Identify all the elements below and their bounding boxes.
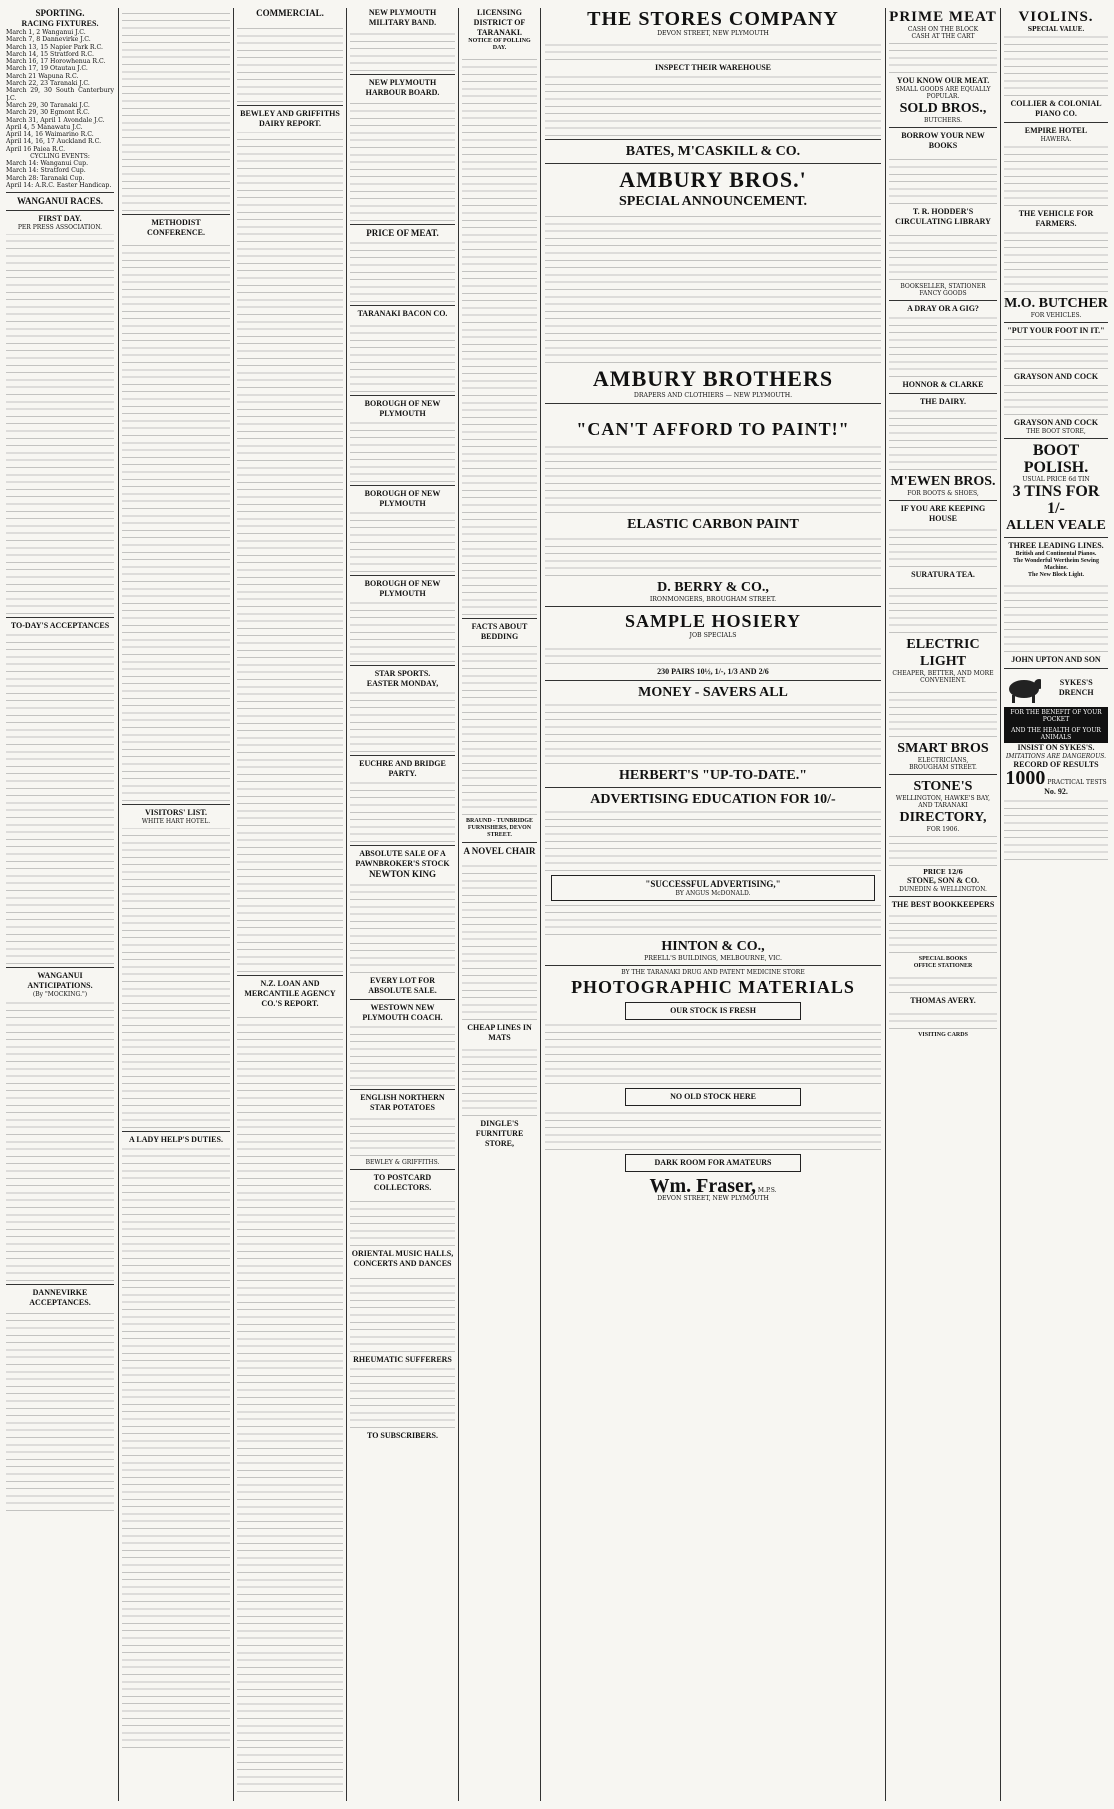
byline: PER PRESS ASSOCIATION. (17, 224, 103, 232)
ad-line: IMITATIONS ARE DANGEROUS. (1005, 753, 1107, 760)
text-body (545, 536, 881, 576)
fixture-list (6, 29, 114, 153)
notice-heading: TARANAKI BACON CO. (357, 309, 448, 318)
ad-title: ADVERTISING EDUCATION FOR 10/- (590, 792, 836, 808)
ad-line: OFFICE STATIONER (913, 963, 973, 970)
ad-title: SOLD BROS., (899, 101, 987, 116)
text-body (122, 1148, 230, 1748)
subheading: WHITE HART HOTEL. (141, 818, 211, 825)
ad-title: THOMAS AVERY. (910, 996, 976, 1006)
text-body (889, 913, 997, 953)
notice-heading: DINGLE'S FURNITURE STORE, (475, 1119, 524, 1148)
ad-title: T. R. HODDER'S CIRCULATING LIBRARY (895, 207, 991, 226)
list-item: April 4, 5 Manawatu J.C. (6, 123, 83, 131)
text-body (545, 213, 881, 363)
ad-title: PHOTOGRAPHIC MATERIALS (571, 977, 855, 998)
ad-number: 1000 (1005, 767, 1046, 789)
ad-title: THE DAIRY. (919, 397, 967, 406)
list-item: March 29, 30 Taranaki J.C. (6, 101, 90, 109)
ad-title: HONNOR & CLARKE (902, 380, 984, 389)
text-body (350, 101, 455, 221)
text-body (545, 905, 881, 935)
text-body (889, 583, 997, 633)
column-commercial (237, 8, 343, 1801)
text-body (350, 1272, 455, 1352)
list-item: March 14: Wanganui Cup. (6, 160, 89, 168)
ad-line: SPECIAL BOOKS (918, 956, 968, 963)
notice-heading: ABSOLUTE SALE OF A PAWNBROKER'S STOCK (355, 849, 450, 868)
ad-title: AMBURY BROS.' (619, 167, 807, 193)
text-body (545, 1024, 881, 1084)
ad-title: MONEY - SAVERS ALL (638, 685, 788, 701)
column-rule (346, 8, 347, 1801)
text-body (122, 241, 230, 801)
ad-title: Wm. Fraser, (649, 1175, 756, 1198)
text-body (350, 322, 455, 392)
subheading: DANNEVIRKE ACCEPTANCES. (29, 1288, 91, 1308)
text-body (1004, 800, 1108, 860)
ad-title: BORROW YOUR NEW BOOKS (901, 131, 985, 150)
ad-qualification: M.P.S. (757, 1187, 777, 1195)
ad-title: SURATURA TEA. (911, 570, 975, 579)
ad-title: SAMPLE HOSIERY (625, 610, 801, 631)
column-rule (233, 8, 234, 1801)
ad-title: HINTON & CO., (661, 939, 765, 955)
text-body (350, 692, 455, 752)
box-label: OUR STOCK IS FRESH (670, 1006, 756, 1016)
subheading: METHODIST CONFERENCE. (146, 218, 205, 237)
ad-title: STONE, SON & CO. (906, 876, 980, 886)
box-label: DARK ROOM FOR AMATEURS (654, 1158, 772, 1168)
ad-title: THE BEST BOOKKEEPERS (891, 900, 995, 910)
subheading: CYCLING EVENTS: (30, 153, 90, 161)
list-item: March 17, 19 Otautau J.C. (6, 65, 88, 73)
box-label: NO OLD STOCK HERE (670, 1092, 756, 1102)
notice-heading: EUCHRE AND BRIDGE PARTY. (359, 759, 446, 778)
notice-heading: A NOVEL CHAIR (463, 846, 536, 856)
section-heading: SPORTING. (35, 8, 85, 18)
dark-room-box (625, 1154, 801, 1172)
book-title: "SUCCESSFUL ADVERTISING," (645, 879, 781, 890)
notice-heading: BOROUGH OF NEW PLYMOUTH (364, 489, 441, 508)
column-rule (885, 8, 886, 1801)
list-item: March 14: Stratford Cup. (6, 167, 86, 175)
text-body (237, 1012, 343, 1792)
text-body (1004, 385, 1108, 415)
ad-line: CHEAPER, BETTER, AND MORE CONVENIENT. (892, 670, 994, 684)
ad-line: FOR VEHICLES. (1030, 312, 1082, 319)
notice-heading: PRICE OF MEAT. (366, 228, 439, 238)
ad-line: WELLINGTON, HAWKE'S BAY, AND TARANAKI (895, 795, 991, 809)
book-author: BY ANGUS McDONALD. (675, 890, 751, 898)
column-rule (1000, 8, 1001, 1801)
ad-title: BATES, M'CASKILL & CO. (625, 144, 801, 160)
notice-heading: ENGLISH NORTHERN STAR POTATOES (360, 1093, 445, 1112)
text-body (6, 1001, 114, 1281)
ad-subtitle: SPECIAL ANNOUNCEMENT. (619, 194, 807, 210)
text-body (350, 602, 455, 662)
text-body (6, 634, 114, 964)
ad-title: ELECTRIC LIGHT (906, 637, 980, 669)
text-body (1004, 339, 1108, 369)
ad-subtitle: INSPECT THEIR WAREHOUSE (654, 63, 772, 73)
ad-line: VISITING CARDS (918, 1032, 968, 1039)
book-title-box (551, 875, 875, 901)
ad-line: DUNEDIN & WELLINGTON. (899, 886, 987, 894)
ad-title: PRIME MEAT (889, 9, 997, 25)
notice-heading: EASTER MONDAY, (366, 679, 439, 688)
text-body (889, 973, 997, 993)
ad-title: M'EWEN BROS. (890, 474, 996, 489)
ad-subtitle: DRAPERS AND CLOTHIERS — NEW PLYMOUTH. (633, 392, 793, 400)
ad-title: AMBURY BROTHERS (592, 366, 834, 392)
text-body (889, 317, 997, 377)
text-body (237, 132, 343, 972)
text-body (462, 860, 537, 1020)
text-body (237, 22, 343, 102)
column-rule (118, 8, 119, 1801)
ad-line: No. 92. (1044, 787, 1068, 796)
notice-heading: TO POSTCARD COLLECTORS. (373, 1173, 432, 1192)
ad-line: PRACTICAL TESTS (1047, 779, 1107, 786)
column-notices (350, 8, 455, 1801)
ad-title: SYKES'S DRENCH (1058, 678, 1094, 697)
ad-line: The New Block Light. (1027, 572, 1084, 578)
notice-heading: NEWTON KING (368, 869, 437, 879)
ad-line: The Wonderful Wertheim Sewing Machine. (1013, 558, 1099, 571)
notice-heading: NEW PLYMOUTH MILITARY BAND. (368, 8, 437, 27)
list-item: April 16 Paiea R.C. (6, 145, 66, 153)
ad-title: POLISH. (1023, 459, 1089, 476)
text-body (545, 40, 881, 60)
list-item: March 28: Taranaki Cup. (6, 174, 85, 182)
text-body (350, 512, 455, 572)
text-body (1004, 36, 1108, 96)
list-item: March 31, April 1 Avondale J.C. (6, 116, 105, 124)
text-body (350, 1116, 455, 1156)
text-body (889, 687, 997, 737)
ad-line: FOR THE BENEFIT OF YOUR POCKET (1004, 707, 1108, 725)
text-body (1004, 582, 1108, 652)
text-body (6, 234, 114, 614)
text-body (545, 443, 881, 513)
notice-heading: NEW PLYMOUTH HARBOUR BOARD. (365, 78, 440, 97)
ad-line: BOOKSELLER, STATIONER FANCY GOODS (900, 283, 986, 297)
ad-byline: BY THE TARANAKI DRUG AND PATENT MEDICINE STORE (621, 969, 805, 977)
column-rule (458, 8, 459, 1801)
ad-title: THE STORES COMPANY (587, 8, 839, 30)
notice-heading: BOROUGH OF NEW PLYMOUTH (364, 579, 441, 598)
stock-fresh-box (625, 1002, 801, 1020)
ad-line: USUAL PRICE 6d TIN (1022, 476, 1090, 483)
ad-title: COLLIER & COLONIAL PIANO CO. (1010, 99, 1102, 118)
list-item: March 14, 15 Stratford R.C. (6, 50, 94, 58)
ad-line: CASH AT THE CART (911, 33, 975, 40)
column-licensing (462, 8, 537, 1801)
ad-title: 1/- (1047, 500, 1065, 517)
list-item: March 13, 15 Napier Park R.C. (6, 43, 104, 51)
no-old-stock-box (625, 1088, 801, 1106)
notice-heading: NOTICE OF POLLING DAY. (468, 38, 531, 51)
text-body (545, 811, 881, 871)
list-item: March 7, 8 Dannevirke J.C. (6, 36, 91, 44)
sykes-ad-header (1004, 673, 1108, 703)
column-rule (540, 8, 541, 1801)
ad-line: AND THE HEALTH OF YOUR ANIMALS (1004, 725, 1108, 743)
ad-line: INSIST ON SYKES'S. (1017, 743, 1095, 752)
ad-line: RECORD OF RESULTS (1013, 760, 1099, 769)
text-body (350, 883, 455, 973)
text-body (889, 154, 997, 204)
text-body (462, 55, 537, 615)
ad-subtitle: ELASTIC CARBON PAINT (627, 516, 799, 532)
list-item: March 22, 23 Taranaki J.C. (6, 80, 90, 88)
ad-line: FOR 1906. (926, 826, 960, 833)
text-body (350, 1368, 455, 1428)
text-body (889, 230, 997, 280)
text-body (350, 1026, 455, 1086)
text-body (122, 828, 230, 1128)
subheading: VISITORS' LIST. (145, 808, 207, 817)
ad-title: "PUT YOUR FOOT IN IT." (1007, 326, 1105, 335)
ad-title: D. BERRY & CO., (657, 579, 769, 595)
text-body (545, 704, 881, 764)
ad-title: VIOLINS. (1018, 9, 1094, 25)
text-body (1004, 146, 1108, 206)
section-heading: WANGANUI RACES. (16, 196, 103, 207)
ad-line: BUTCHERS. (924, 117, 962, 124)
ad-line: SMALL GOODS ARE EQUALLY POPULAR. (895, 86, 991, 100)
text-body (350, 1196, 455, 1246)
ad-title: STONE'S (913, 779, 973, 794)
ad-address: DEVON STREET, NEW PLYMOUTH (657, 1195, 769, 1203)
list-item: March 21 Wapuna R.C. (6, 72, 79, 80)
ad-title: EMPIRE HOTEL (1024, 126, 1088, 135)
ad-title: THE VEHICLE FOR FARMERS. (1018, 209, 1094, 228)
advertiser: BEWLEY & GRIFFITHS. (365, 1159, 440, 1166)
list-item: April 14, 16, 17 Auckland R.C. (6, 138, 102, 146)
ad-line: CASH ON THE BLOCK (907, 26, 979, 33)
ad-title: 3 TINS FOR (1012, 483, 1100, 500)
text-body (462, 1046, 537, 1116)
subheading: A LADY HELP'S DUTIES. (129, 1135, 223, 1144)
ad-town: NEW PLYMOUTH. (733, 392, 793, 400)
ad-address: DEVON STREET, NEW PLYMOUTH (657, 30, 769, 37)
ad-line: HAWERA. (1040, 136, 1072, 143)
cow-icon (1004, 673, 1041, 703)
text-body (889, 43, 997, 73)
list-item: March 16, 17 Horowhenua R.C. (6, 58, 106, 66)
text-body (462, 645, 537, 815)
ad-price: PRICE 12/6 (923, 869, 963, 876)
column-merchants (1004, 8, 1108, 1801)
text-body (350, 782, 455, 842)
ad-title: THREE LEADING LINES. (1008, 541, 1104, 550)
ad-prices: 230 PAIRS 10½, 1/-, 1/3 AND 2/6 (657, 667, 769, 677)
notice-heading: CHEAP LINES IN MATS (467, 1023, 532, 1042)
ad-title: JOHN UPTON AND SON (1011, 655, 1101, 664)
ad-line: THE BOOT STORE, (1026, 428, 1086, 435)
notice-heading: RHEUMATIC SUFFERERS (353, 1355, 452, 1364)
text-body (350, 31, 455, 71)
ad-subtitle: JOB SPECIALS (689, 631, 737, 639)
ad-title: "CAN'T AFFORD TO PAINT!" (576, 418, 850, 439)
list-item: March 29, 30 South Canterbury J.C. (6, 87, 114, 102)
column-news (122, 8, 230, 1801)
text-body (889, 1009, 997, 1029)
subheading: WANGANUI ANTICIPATIONS. (27, 971, 93, 991)
notice-heading: STAR SPORTS. (374, 669, 431, 678)
ad-title: GRAYSON AND COCK (1013, 372, 1099, 381)
column-trade-ads (889, 8, 997, 1801)
ad-address: PREELL'S BUILDINGS, MELBOURNE, VIC. (644, 955, 782, 963)
subheading: BEWLEY AND GRIFFITHS DAIRY REPORT. (240, 109, 340, 128)
column-sporting (6, 8, 114, 1801)
ad-trade: DRAPERS AND CLOTHIERS (633, 392, 724, 400)
ad-address: IRONMONGERS, BROUGHAM STREET. (649, 595, 777, 603)
ad-title: IF YOU ARE KEEPING HOUSE (900, 504, 986, 523)
notice-heading: LICENSING DISTRICT OF TARANAKI. (473, 8, 526, 37)
column-display-ads (545, 8, 881, 1801)
notice-heading: ORIENTAL MUSIC HALLS, CONCERTS AND DANCES (351, 1249, 454, 1268)
ad-title: BOOT (1032, 442, 1080, 459)
ad-line: SPECIAL VALUE. (1027, 26, 1085, 33)
notice-heading: WESTOWN NEW PLYMOUTH COACH. (362, 1003, 443, 1022)
ad-record (1004, 767, 1108, 789)
ad-title: ALLEN VEALE (1006, 518, 1106, 533)
ad-line: BROUGHAM STREET. (909, 764, 977, 771)
list-item: April 14, 16 Waimarino R.C. (6, 131, 94, 139)
text-body (889, 527, 997, 567)
ad-line: YOU KNOW OUR MEAT. (896, 76, 990, 85)
list-item: April 14: A.R.C. Easter Handicap. (6, 181, 112, 189)
notice-heading: EVERY LOT FOR ABSOLUTE SALE. (368, 976, 437, 995)
subheading: TO-DAY'S ACCEPTANCES (10, 621, 110, 631)
advertiser: BRAUND - TUNBRIDGE FURNISHERS, DEVON STREET. (466, 818, 533, 838)
text-body (350, 242, 455, 302)
notice-heading: TO SUBSCRIBERS. (367, 1431, 438, 1440)
subheading: N.Z. LOAN AND MERCANTILE AGENCY CO.'S REPORT. (244, 979, 336, 1008)
list-item: March 1, 2 Wanganui J.C. (6, 29, 86, 36)
text-body (6, 1311, 114, 1511)
notice-heading: BOROUGH OF NEW PLYMOUTH (364, 399, 441, 418)
ad-line: British and Continental Pianos. (1015, 551, 1097, 557)
notice-heading: FACTS ABOUT BEDDING (471, 622, 528, 641)
subheading: FIRST DAY. (38, 214, 82, 224)
list-item: March 29, 30 Egmont R.C. (6, 109, 90, 117)
text-body (122, 11, 230, 211)
text-body (889, 836, 997, 866)
text-body (545, 1110, 881, 1150)
ad-title: A DRAY OR A GIG? (907, 304, 979, 313)
text-body (545, 76, 881, 136)
text-body (889, 410, 997, 470)
byline: (By "MOCKING.") (32, 991, 88, 999)
text-body (350, 422, 455, 482)
subheading: RACING FIXTURES. (21, 19, 99, 28)
ad-title: SMART BROS (897, 741, 989, 756)
ad-title: HERBERT'S "UP-TO-DATE." (618, 768, 807, 784)
section-heading: COMMERCIAL. (256, 8, 324, 18)
ad-title: GRAYSON AND COCK (1013, 418, 1099, 427)
fraser-signature (545, 1175, 881, 1198)
ad-title: DIRECTORY, (899, 810, 987, 825)
text-body (1004, 232, 1108, 292)
ad-line: ELECTRICIANS, (917, 757, 969, 764)
ad-line: FOR BOOTS & SHOES, (907, 490, 979, 497)
text-body (545, 642, 881, 664)
ad-title: M.O. BUTCHER (1004, 296, 1108, 311)
